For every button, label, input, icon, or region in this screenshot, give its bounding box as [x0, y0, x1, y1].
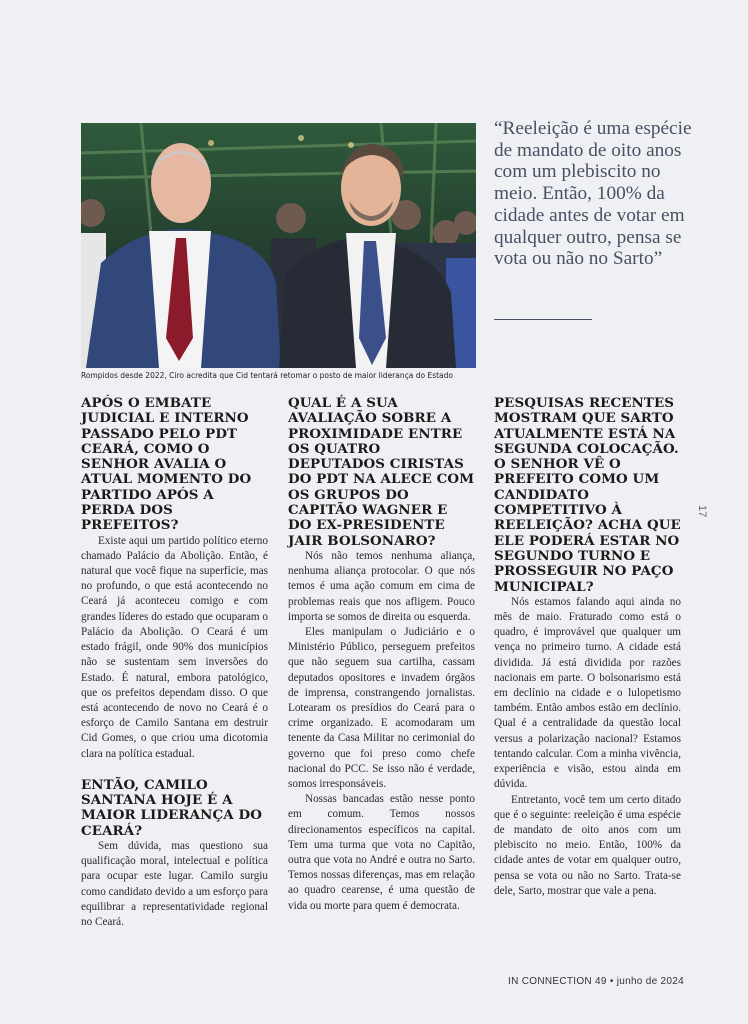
article-photo: [81, 123, 476, 368]
article-column-3: [494, 396, 681, 899]
answer-paragraph: Eles manipulam o Judiciário e o Ministério Público, perseguem prefeitos que não seguem sua cartilha, cassam deputados opositores e invadem órgãos de imprensa, constrangendo jornalistas. Lotearam os presídios do Ceará para o crime organizado. E acomodaram um tenente da Casa Militar no cerimonial do governo que foi preso como chefe nacional do PCC. Se isso não é verdade, somos irresponsáveis.: [288, 625, 475, 791]
pull-quote: “Reeleição é uma espécie de mandato de oito anos com um plebiscito no meio. Então, 100% da cidade antes de votar em qualquer outro, pensa se vota ou não no Sarto”: [494, 118, 692, 270]
answer-paragraph: Nós estamos falando aqui ainda no mês de maio. Fraturado como está o quadro, é improvável que qualquer um vença no primeiro turno. A cidade está dividida. Já está dividida por razões nacionais em parte. O bolsonarismo está em declínio na cidade e o lulopetismo também. Então ambos estão em declínio. Qual é a centralidade da questão local versus a polarização nacional? Estamos tentando calcular. Com a minha vivência, experiência e visão, estou ainda em dúvida.: [494, 595, 681, 791]
question-heading: PESQUISAS RECENTES MOSTRAM QUE SARTO ATUALMENTE ESTÁ NA SEGUNDA COLOCAÇÃO. O SENHOR VÊ O PREFEITO COMO UM CANDIDATO COMPETITIVO À REELEIÇÃO? ACHA QUE ELE PODERÁ ESTAR NO SEGUNDO TURNO E PROSSEGUIR NO PAÇO MUNICIPAL?: [494, 395, 681, 595]
answer-paragraph: Nós não temos nenhuma aliança, nenhuma aliança protocolar. O que nós temos é uma ação comum em cima de problemas reais que nos afligem. Pouco importa se somos de direita ou esquerda.: [288, 549, 475, 623]
question-heading: APÓS O EMBATE JUDICIAL E INTERNO PASSADO PELO PDT CEARÁ, COMO O SENHOR AVALIA O ATUAL MOMENTO DO PARTIDO APÓS A PERDA DOS PREFEITOS?: [81, 395, 252, 534]
answer-paragraph: Existe aqui um partido político eterno chamado Palácio da Abolição. Então, é natural que você fique na superfície, mas no profundo, o que está acontecendo no Ceará já aconteceu comigo e com grandes líderes do estado que ocuparam o Palácio da Abolição. O Ceará é um estado frágil, onde 90% dos municípios não se sustentam sem inversões do Estado. É natural, embora patológico, que os prefeitos dependam disso. O que está acontecendo de novo no Ceará é o esforço de Camilo Santana em destruir Cid Gomes, o que criou uma dicotomia clara na política estadual.: [81, 534, 269, 760]
article-column-2: [288, 396, 475, 914]
answer-paragraph: Entretanto, você tem um certo ditado que é o seguinte: reeleição é uma espécie de mandato de oito anos com um plebiscito no meio. Então, 100% da cidade antes de votar em qualquer outro, pensa se vota ou não no Sarto. Trata-se dele, Sarto, mostrar que vale a pena.: [494, 793, 681, 897]
page-footer: IN CONNECTION 49 • junho de 2024: [508, 976, 684, 987]
page-number: 17: [696, 505, 708, 518]
article-column-1: [81, 396, 268, 930]
photo-caption: Rompidos desde 2022, Ciro acredita que Cid tentará retomar o posto de maior liderança do Estado: [81, 371, 453, 380]
answer-paragraph: Sem dúvida, mas questiono sua qualificação moral, intelectual e política para ocupar este lugar. Camilo surgiu como candidato devido a um esforço para equilibrar a representatividade regional no Ceará.: [81, 839, 269, 928]
question-heading: QUAL É A SUA AVALIAÇÃO SOBRE A PROXIMIDADE ENTRE OS QUATRO DEPUTADOS CIRISTAS DO PDT NA ALECE COM OS GRUPOS DO CAPITÃO WAGNER E DO EX-PRESIDENTE JAIR BOLSONARO?: [288, 395, 475, 549]
question-heading: ENTÃO, CAMILO SANTANA HOJE É A MAIOR LIDERANÇA DO CEARÁ?: [81, 776, 262, 839]
answer-paragraph: Nossas bancadas estão nesse ponto em comum. Temos nossos direcionamentos específicos na capital. Tem uma turma que vota no Capitão, outra que vota no André e outra no Sarto. Temos nossas diferenças, mas em relação ao quadro cearense, é uma questão de vida ou morte para quem é democrata.: [288, 793, 475, 912]
politicians-photo-illustration: [81, 123, 476, 368]
pull-quote-rule: [494, 319, 592, 320]
